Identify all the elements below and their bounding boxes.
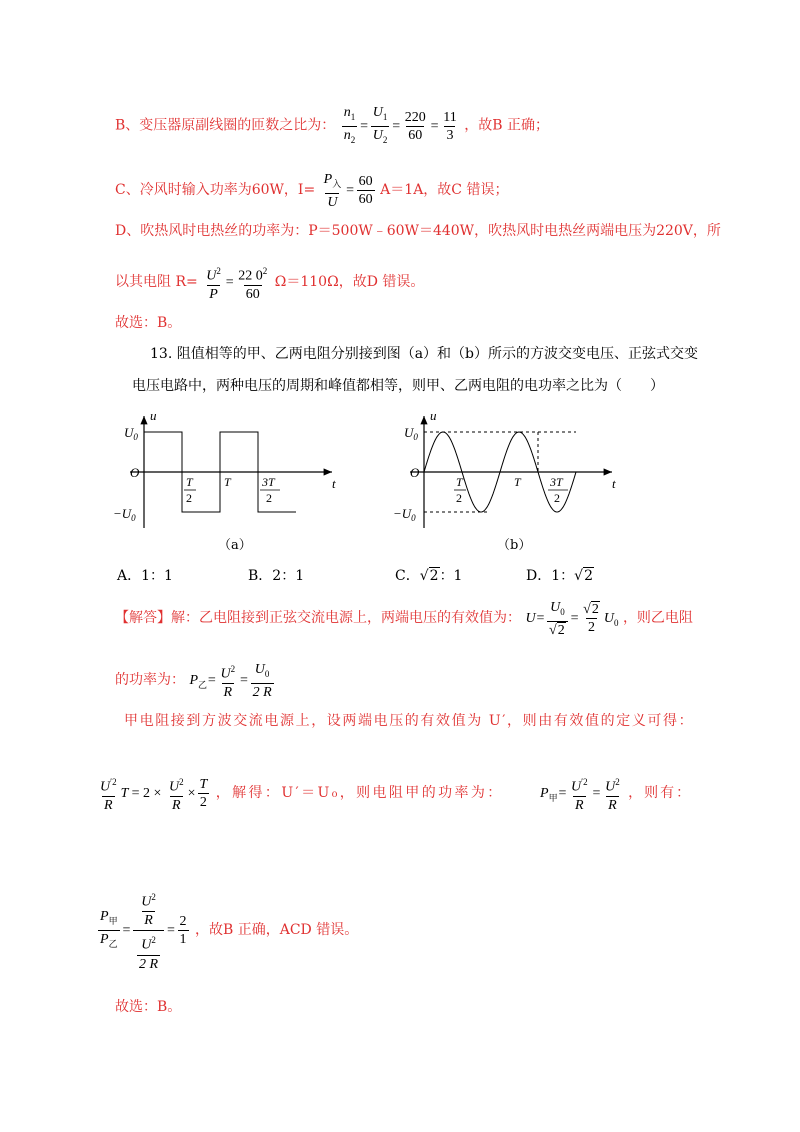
t-three-den: 2 xyxy=(266,491,272,505)
t-axis-label: t xyxy=(612,476,616,491)
choice-b[interactable]: B．2：1 xyxy=(248,568,305,584)
caption-a: （a） xyxy=(218,538,252,553)
t-three-num: 3T xyxy=(262,475,275,489)
resistance-formula: $\frac{U^2}{P}$ = $\frac{22 0^2}{60}$ xyxy=(206,265,268,302)
answer-1: 故选：B。 xyxy=(115,315,182,331)
choice-c[interactable]: C．√2：1 xyxy=(395,568,463,584)
question-line-2: 电压电路中，两种电压的周期和峰值都相等，则甲、乙两电阻的电功率之比为（ ） xyxy=(132,378,664,394)
t-half-num: T xyxy=(186,475,193,489)
t-half-num: T xyxy=(456,475,463,489)
solution-d-line2: 以其电阻 R= $\frac{U^2}{P}$ = $\frac{22 0^2}{60}$ Ω＝110Ω，故D 错误。 xyxy=(115,265,425,302)
t-full-label: T xyxy=(514,475,521,489)
u-axis-label: u xyxy=(150,408,157,423)
origin-label: O xyxy=(410,465,420,480)
solution-line-5: $\frac{P_甲}{P_乙}$ = $\frac{\frac{U^2}{R}}{\frac{U^2}{2 R}}$ = $\frac{2}{1}$ ，故B 正确，ACD 错误。 xyxy=(96,880,358,980)
neg-u0-label: $-U_0$ xyxy=(113,506,136,523)
neg-u0-label: $-U_0$ xyxy=(393,506,416,523)
t-half-den: 2 xyxy=(456,491,462,505)
current-formula: $\frac{P_入}{U}$ = $\frac{60}{60}$ xyxy=(323,171,373,210)
square-wave-graph xyxy=(110,404,350,544)
solution-b-text: B、变压器原副线圈的匝数之比为： xyxy=(115,117,336,134)
t-full-label: T xyxy=(224,475,231,489)
solution-b-line: B、变压器原副线圈的匝数之比为： $\frac{n_1}{n_2}$ = $\frac{U_1}{U_2}$ = $\frac{220}{60}$ = $\frac{11}{3}$ ，故B 正确； xyxy=(115,104,549,144)
power-jia-formula: $P_甲=$ $\frac{U^{'2}}{R}$ = $\frac{U^2}{R}$ xyxy=(540,776,620,813)
solution-line-3: 甲电阻接到方波交流电源上，设两端电压的有效值为 U′，则由有效值的定义可得： xyxy=(124,713,695,729)
solution-c-line: C、冷风时输入功率为60W，I= $\frac{P_入}{U}$ = $\frac{60}{60}$ A＝1A，故C 错误； xyxy=(115,171,509,210)
t-three-den: 2 xyxy=(554,491,560,505)
solution-line-4: $\frac{U^{'2}}{R}$ T = 2 × $\frac{U^2}{R}$ × $\frac{T}{2}$ ，解得：U′＝U₀，则电阻甲的功率为： xyxy=(96,770,504,816)
answer-2: 故选：B。 xyxy=(115,999,182,1015)
origin-label: O xyxy=(130,465,140,480)
u0-label: $U_0$ xyxy=(124,425,138,442)
t-half-den: 2 xyxy=(186,491,192,505)
question-line-1: 13. 阻值相等的甲、乙两电阻分别接到图（a）和（b）所示的方波交变电压、正弦式交变 xyxy=(150,346,699,362)
power-ratio-formula: $\frac{P_甲}{P_乙}$ = $\frac{\frac{U^2}{R}}{\frac{U^2}{2 R}}$ = $\frac{2}{1}$ xyxy=(100,891,187,972)
sine-wave-graph xyxy=(390,404,630,544)
power-yi-formula: $P_乙=$ $\frac{U^2}{R}$ = $\frac{U_0}{2 R}$ xyxy=(189,661,272,700)
solution-line-2: 的功率为： $P_乙=$ $\frac{U^2}{R}$ = $\frac{U_0}{2 R}$ xyxy=(115,660,276,700)
effective-value-equation: $\frac{U^{'2}}{R}$ T = 2 × $\frac{U^2}{R}$ × $\frac{T}{2}$ xyxy=(100,776,208,813)
effective-voltage-formula: U= $\frac{U_0}{√2}$ = $\frac{√2}{2}$ $U_0$ xyxy=(525,599,619,638)
solution-line-1: 【解答】解：乙电阻接到正弦交流电源上，两端电压的有效值为： U= $\frac{U_0}{√2}$ = $\frac{√2}{2}$ $U_0$ ，则乙电阻 xyxy=(115,599,693,638)
solution-d-line1: D、吹热风时电热丝的功率为：P＝500W﹣60W＝440W，吹热风时电热丝两端电压为220V，所 xyxy=(115,223,721,239)
u0-label: $U_0$ xyxy=(404,425,418,442)
turns-ratio-formula: $\frac{n_1}{n_2}$ = $\frac{U_1}{U_2}$ = $\frac{220}{60}$ = $\frac{11}{3}$ xyxy=(340,119,464,134)
solution-line-4-right: $P_甲=$ $\frac{U^{'2}}{R}$ = $\frac{U^2}{R}$ ，则有： xyxy=(540,776,693,813)
solution-label: 【解答】 xyxy=(115,610,171,626)
choice-d[interactable]: D．1：√2 xyxy=(526,568,593,584)
u-axis-label: u xyxy=(430,408,437,423)
t-axis-label: t xyxy=(332,476,336,491)
choice-a[interactable]: A．1：1 xyxy=(117,568,173,584)
caption-b: （b） xyxy=(497,538,532,553)
t-three-num: 3T xyxy=(550,475,563,489)
